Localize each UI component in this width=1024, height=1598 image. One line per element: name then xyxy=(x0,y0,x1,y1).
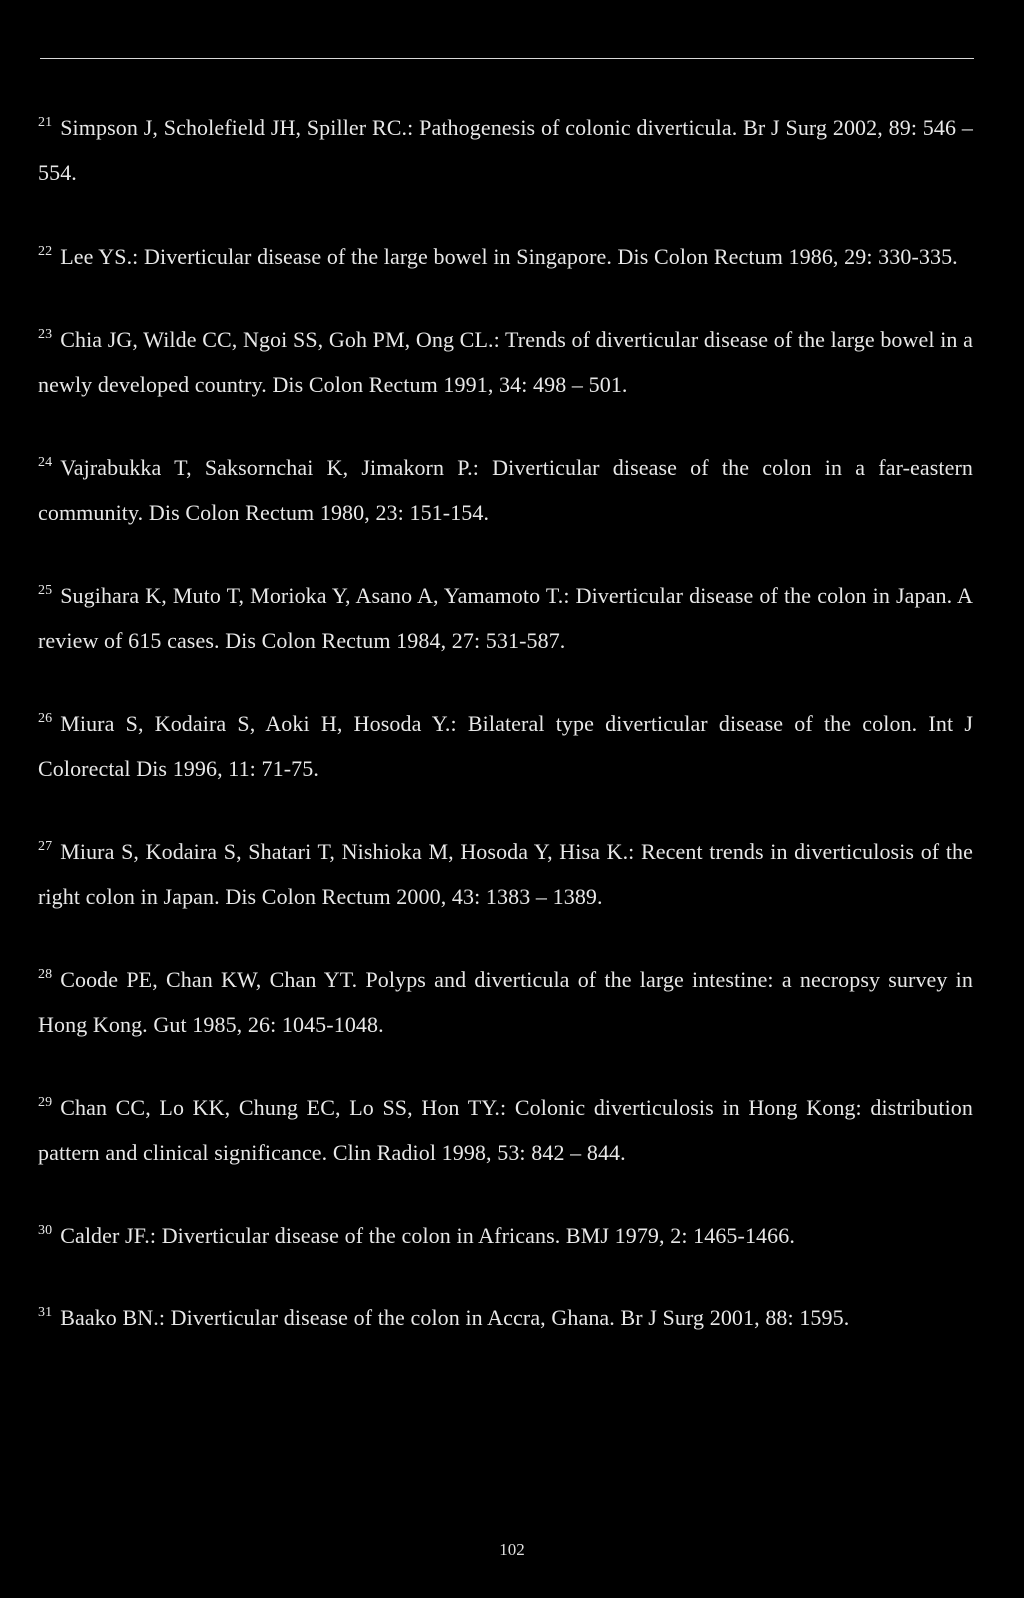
reference-text: Calder JF.: Diverticular disease of the colon in Africans. BMJ 1979, 2: 1465-1466. xyxy=(60,1223,795,1248)
reference-text: Miura S, Kodaira S, Shatari T, Nishioka M, Hosoda Y, Hisa K.: Recent trends in diverticulosis of the right colon in Japan. Dis Colon Rectum 2000, 43: 1383 – 1389. xyxy=(38,839,973,909)
reference-text: Chan CC, Lo KK, Chung EC, Lo SS, Hon TY.: Colonic diverticulosis in Hong Kong: distribution pattern and clinical significance. Clin Radiol 1998, 53: 842 – 844. xyxy=(38,1095,973,1165)
reference-number: 27 xyxy=(38,839,53,854)
reference-text: Miura S, Kodaira S, Aoki H, Hosoda Y.: Bilateral type diverticular disease of the colon. Int J Colorectal Dis 1996, 11: 71-75. xyxy=(38,711,973,781)
reference-text: Vajrabukka T, Saksornchai K, Jimakorn P.: Diverticular disease of the colon in a far-eastern community. Dis Colon Rectum 1980, 23: 151-154. xyxy=(38,455,973,525)
reference-22 xyxy=(38,234,973,279)
reference-number: 29 xyxy=(38,1095,53,1110)
top-rule xyxy=(40,58,974,59)
reference-23 xyxy=(38,317,973,407)
reference-21 xyxy=(38,105,973,195)
reference-25 xyxy=(38,573,973,663)
reference-list xyxy=(38,105,973,1378)
reference-text: Sugihara K, Muto T, Morioka Y, Asano A, Yamamoto T.: Diverticular disease of the colon in Japan. A review of 615 cases. Dis Colon Rectum 1984, 27: 531-587. xyxy=(38,583,973,653)
reference-text: Coode PE, Chan KW, Chan YT. Polyps and diverticula of the large intestine: a necropsy survey in Hong Kong. Gut 1985, 26: 1045-1048. xyxy=(38,967,973,1037)
reference-number: 25 xyxy=(38,583,53,598)
reference-29 xyxy=(38,1085,973,1175)
reference-number: 28 xyxy=(38,967,53,982)
reference-text: Lee YS.: Diverticular disease of the large bowel in Singapore. Dis Colon Rectum 1986, 29: 330-335. xyxy=(60,244,958,269)
reference-number: 30 xyxy=(38,1223,53,1238)
page-number: 102 xyxy=(499,1540,525,1559)
reference-number: 24 xyxy=(38,455,53,470)
reference-28 xyxy=(38,957,973,1047)
reference-26 xyxy=(38,701,973,791)
reference-number: 23 xyxy=(38,327,53,342)
reference-text: Baako BN.: Diverticular disease of the colon in Accra, Ghana. Br J Surg 2001, 88: 1595. xyxy=(60,1305,850,1330)
reference-24 xyxy=(38,445,973,535)
reference-text: Simpson J, Scholefield JH, Spiller RC.: Pathogenesis of colonic diverticula. Br J Surg 2002, 89: 546 – 554. xyxy=(38,115,973,185)
reference-31 xyxy=(38,1295,973,1340)
reference-number: 31 xyxy=(38,1305,53,1320)
reference-27 xyxy=(38,829,973,919)
reference-number: 26 xyxy=(38,711,53,726)
reference-number: 22 xyxy=(38,244,53,259)
reference-30 xyxy=(38,1213,973,1258)
reference-text: Chia JG, Wilde CC, Ngoi SS, Goh PM, Ong CL.: Trends of diverticular disease of the large bowel in a newly developed country. Dis Colon Rectum 1991, 34: 498 – 501. xyxy=(38,327,973,397)
reference-number: 21 xyxy=(38,115,53,130)
